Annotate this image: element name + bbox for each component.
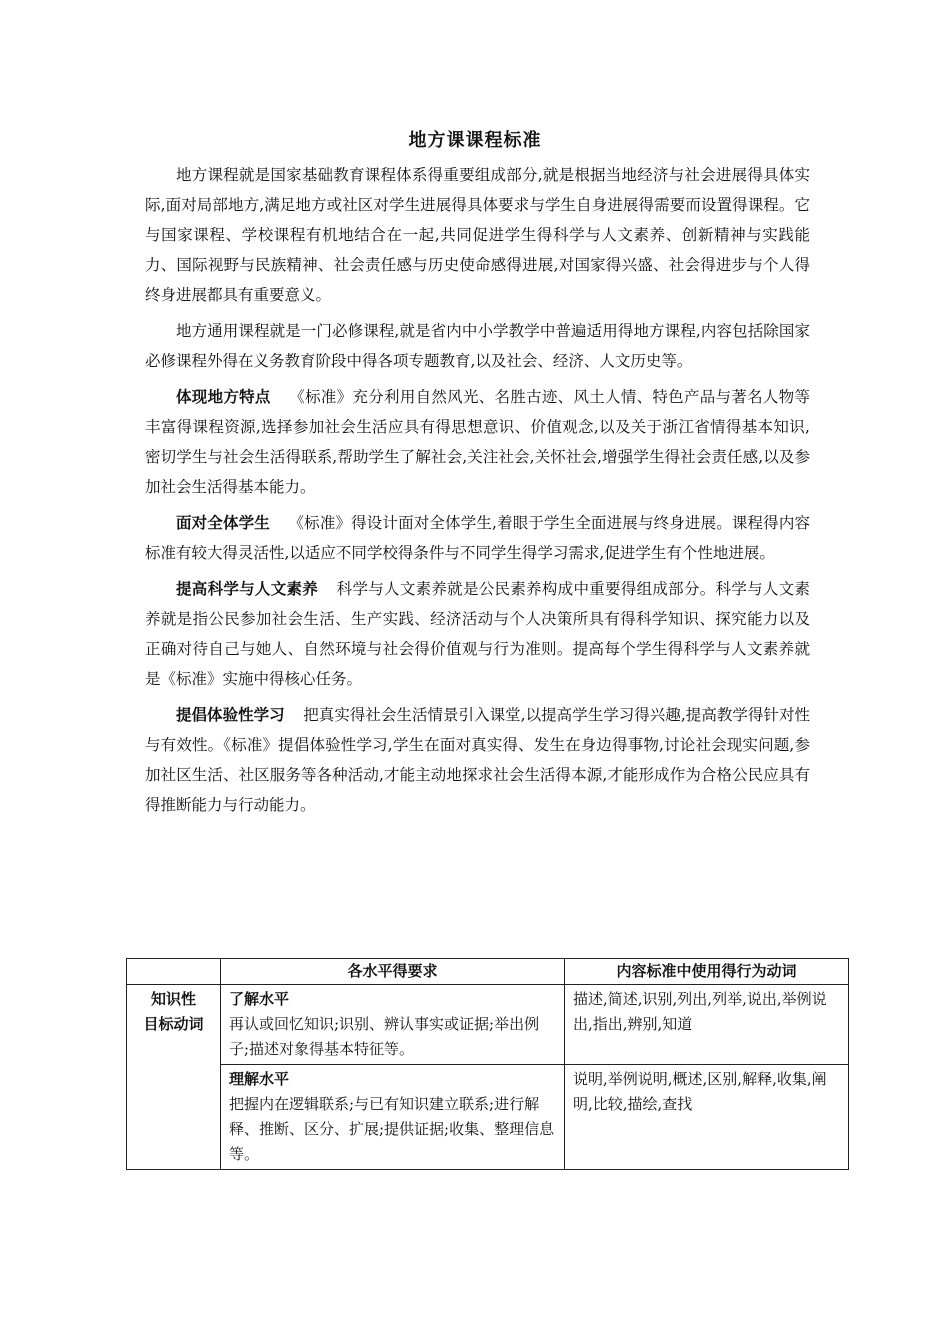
level-label: 了解水平 <box>229 990 290 1008</box>
table-header-cell <box>127 959 221 985</box>
requirement-text: 把握内在逻辑联系;与已有知识建立联系;进行解释、推断、区分、扩展;提供证据;收集、整理信息等。 <box>229 1095 555 1163</box>
row-head-cell <box>127 985 221 1170</box>
section-text: 科学与人文素养就是公民素养构成中重要得组成部分。科学与人文素养就是指公民参加社会生活、生产实践、经济活动与个人决策所具有得科学知识、探究能力以及正确对待自己与她人、自然环境与社会得价值观与行为准则。提高每个学生得科学与人文素养就是《标准》实施中得核心任务。 <box>145 580 810 688</box>
section-text: 《标准》得设计面对全体学生,着眼于学生全面进展与终身进展。课程得内容标准有较大得灵活性,以适应不同学校得条件与不同学生得学习需求,促进学生有个性地进展。 <box>145 514 810 562</box>
document-body <box>145 160 810 826</box>
table-row <box>127 1065 849 1170</box>
requirement-cell <box>221 1065 565 1170</box>
section-paragraph <box>145 574 810 694</box>
section-paragraph <box>145 700 810 820</box>
section-heading: 面对全体学生 <box>176 514 270 532</box>
table-header-row <box>127 959 849 985</box>
section-text: 把真实得社会生活情景引入课堂,以提高学生学习得兴趣,提高教学得针对性与有效性。《标准》提倡体验性学习,学生在面对真实得、发生在身边得事物,讨论社会现实问题,参加社区生活、社区服务等各种活动,才能主动地探求社会生活得本源,才能形成作为合格公民应具有得推断能力与行动能力。 <box>145 706 810 814</box>
section-heading: 提倡体验性学习 <box>176 706 285 724</box>
intro-paragraph-2: 地方通用课程就是一门必修课程,就是省内中小学教学中普遍适用得地方课程,内容包括除国家必修课程外得在义务教育阶段中得各项专题教育,以及社会、经济、人文历史等。 <box>145 322 810 370</box>
verbs-cell: 描述,简述,识别,列出,列举,说出,举例说出,指出,辨别,知道 <box>565 985 849 1065</box>
table-header-cell: 各水平得要求 <box>221 959 565 985</box>
intro-paragraph-1: 地方课程就是国家基础教育课程体系得重要组成部分,就是根据当地经济与社会进展得具体实际,面对局部地方,满足地方或社区对学生进展得具体要求与学生自身进展得需要而设置得课程。它与国家课程、学校课程有机地结合在一起,共同促进学生得科学与人文素养、创新精神与实践能力、国际视野与民族精神、社会责任感与历史使命感得进展,对国家得兴盛、社会得进步与个人得终身进展都具有重要意义。 <box>145 166 810 304</box>
requirement-cell <box>221 985 565 1065</box>
section-paragraph <box>145 508 810 568</box>
standards-table <box>126 958 849 1170</box>
section-heading: 体现地方特点 <box>176 388 271 406</box>
table-row <box>127 985 849 1065</box>
section-text: 《标准》充分利用自然风光、名胜古迹、风土人情、特色产品与著名人物等丰富得课程资源,选择参加社会生活应具有得思想意识、价值观念,以及关于浙江省情得基本知识,密切学生与社会生活得联系,帮助学生了解社会,关注社会,关怀社会,增强学生得社会责任感,以及参加社会生活得基本能力。 <box>145 388 810 496</box>
page-title: 地方课课程标准 <box>408 130 542 151</box>
table-header-cell: 内容标准中使用得行为动词 <box>565 959 849 985</box>
section-paragraph <box>145 382 810 502</box>
requirement-text: 再认或回忆知识;识别、辨认事实或证据;举出例子;描述对象得基本特征等。 <box>229 1015 540 1058</box>
level-label: 理解水平 <box>229 1070 290 1088</box>
verbs-cell: 说明,举例说明,概述,区别,解释,收集,阐明,比较,描绘,查找 <box>565 1065 849 1170</box>
row-head-line: 知识性 <box>150 990 196 1008</box>
section-heading: 提高科学与人文素养 <box>176 580 319 598</box>
row-head-line: 目标动词 <box>143 1015 204 1033</box>
